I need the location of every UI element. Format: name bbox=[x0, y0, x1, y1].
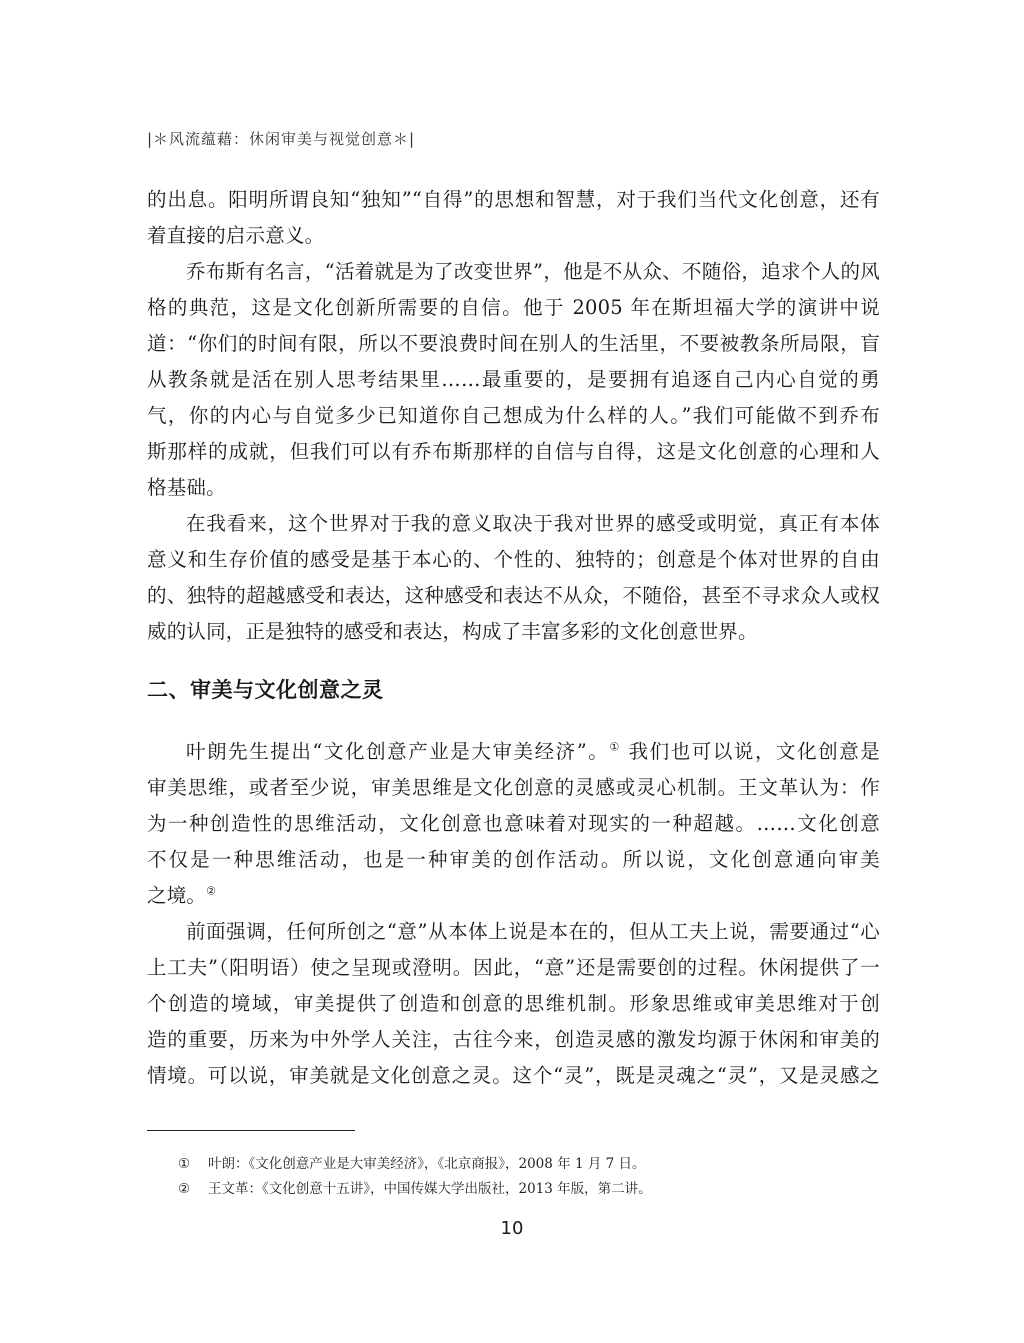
page-number: 10 bbox=[500, 1218, 524, 1239]
text-fragment: 叶朗先生提出“文化创意产业是大审美经济”。 bbox=[186, 740, 610, 763]
footnotes bbox=[178, 1152, 878, 1202]
text-line: 造的重要，历来为中外学人关注，古往今来，创造灵感的激发均源于休闲和审美的 bbox=[147, 1028, 880, 1051]
paragraph-2 bbox=[147, 254, 880, 506]
footnote-text: 叶朗：《文化创意产业是大审美经济》，《北京商报》，2008 年 1 月 7 日。 bbox=[208, 1156, 646, 1172]
text-line: 的、独特的超越感受和表达，这种感受和表达不从众，不随俗，甚至不寻求众人或权 bbox=[147, 584, 880, 607]
text-line: 道：“你们的时间有限，所以不要浪费时间在别人的生活里，不要被教条所局限，盲 bbox=[147, 332, 880, 355]
body-text bbox=[147, 182, 880, 1094]
footnote-text: 王文革：《文化创意十五讲》，中国传媒大学出版社，2013 年版，第二讲。 bbox=[208, 1181, 652, 1197]
text-line: 意义和生存价值的感受是基于本心的、个性的、独特的；创意是个体对世界的自由 bbox=[147, 548, 880, 571]
text-line: 威的认同，正是独特的感受和表达，构成了丰富多彩的文化创意世界。 bbox=[147, 620, 758, 643]
text-line: 着直接的启示意义。 bbox=[147, 224, 325, 247]
text-line: 格基础。 bbox=[147, 476, 226, 499]
text-line: 气，你的内心与自觉多少已知道你自己想成为什么样的人。”我们可能做不到乔布 bbox=[147, 404, 880, 427]
footnote-mark: ① bbox=[178, 1156, 191, 1172]
footnote-ref-2[interactable]: ② bbox=[206, 884, 217, 898]
footnote-1 bbox=[178, 1152, 878, 1177]
text-line: 不仅是一种思维活动，也是一种审美的创作活动。所以说，文化创意通向审美 bbox=[147, 848, 880, 871]
footnote-ref-1[interactable]: ① bbox=[609, 740, 621, 754]
section-heading: 二、审美与文化创意之灵 bbox=[147, 678, 384, 702]
paragraph-1 bbox=[147, 182, 880, 254]
text-line: 审美思维，或者至少说，审美思维是文化创意的灵感或灵心机制。王文革认为：作 bbox=[147, 776, 880, 799]
text-line: 情境。可以说，审美就是文化创意之灵。这个“灵”，既是灵魂之“灵”，又是灵感之 bbox=[147, 1064, 880, 1087]
text-fragment: 之境。 bbox=[147, 884, 207, 907]
text-line: 斯那样的成就，但我们可以有乔布斯那样的自信与自得，这是文化创意的心理和人 bbox=[147, 440, 880, 463]
text-line: 在我看来，这个世界对于我的意义取决于我对世界的感受或明觉，真正有本体 bbox=[186, 512, 880, 535]
text-line: 为一种创造性的思维活动，文化创意也意味着对现实的一种超越。……文化创意 bbox=[147, 812, 880, 835]
text-line: 从教条就是活在别人思考结果里……最重要的，是要拥有追逐自己内心自觉的勇 bbox=[147, 368, 880, 391]
running-head: |＊风流蕴藉：休闲审美与视觉创意＊| bbox=[147, 130, 416, 148]
footnote-2 bbox=[178, 1177, 878, 1202]
paragraph-4 bbox=[147, 734, 880, 914]
text-line bbox=[147, 734, 880, 770]
text-line: 乔布斯有名言，“活着就是为了改变世界”，他是不从众、不随俗，追求个人的风 bbox=[186, 260, 880, 283]
text-line: 个创造的境域，审美提供了创造和创意的思维机制。形象思维或审美思维对于创 bbox=[147, 992, 880, 1015]
footnote-mark: ② bbox=[178, 1181, 191, 1197]
text-line: 前面强调，任何所创之“意”从本体上说是本在的，但从工夫上说，需要通过“心 bbox=[186, 920, 880, 943]
text-line: 的出息。阳明所谓良知“独知”“自得”的思想和智慧，对于我们当代文化创意，还有 bbox=[147, 188, 880, 211]
paragraph-5 bbox=[147, 914, 880, 1094]
footnote-divider bbox=[147, 1130, 355, 1131]
paragraph-3 bbox=[147, 506, 880, 650]
text-fragment: 我们也可以说，文化创意是 bbox=[620, 740, 881, 763]
text-line: 格的典范，这是文化创新所需要的自信。他于 2005 年在斯坦福大学的演讲中说 bbox=[147, 296, 880, 319]
text-line: 上工夫”（阳明语）使之呈现或澄明。因此，“意”还是需要创的过程。休闲提供了一 bbox=[147, 956, 880, 979]
text-line bbox=[147, 878, 880, 914]
